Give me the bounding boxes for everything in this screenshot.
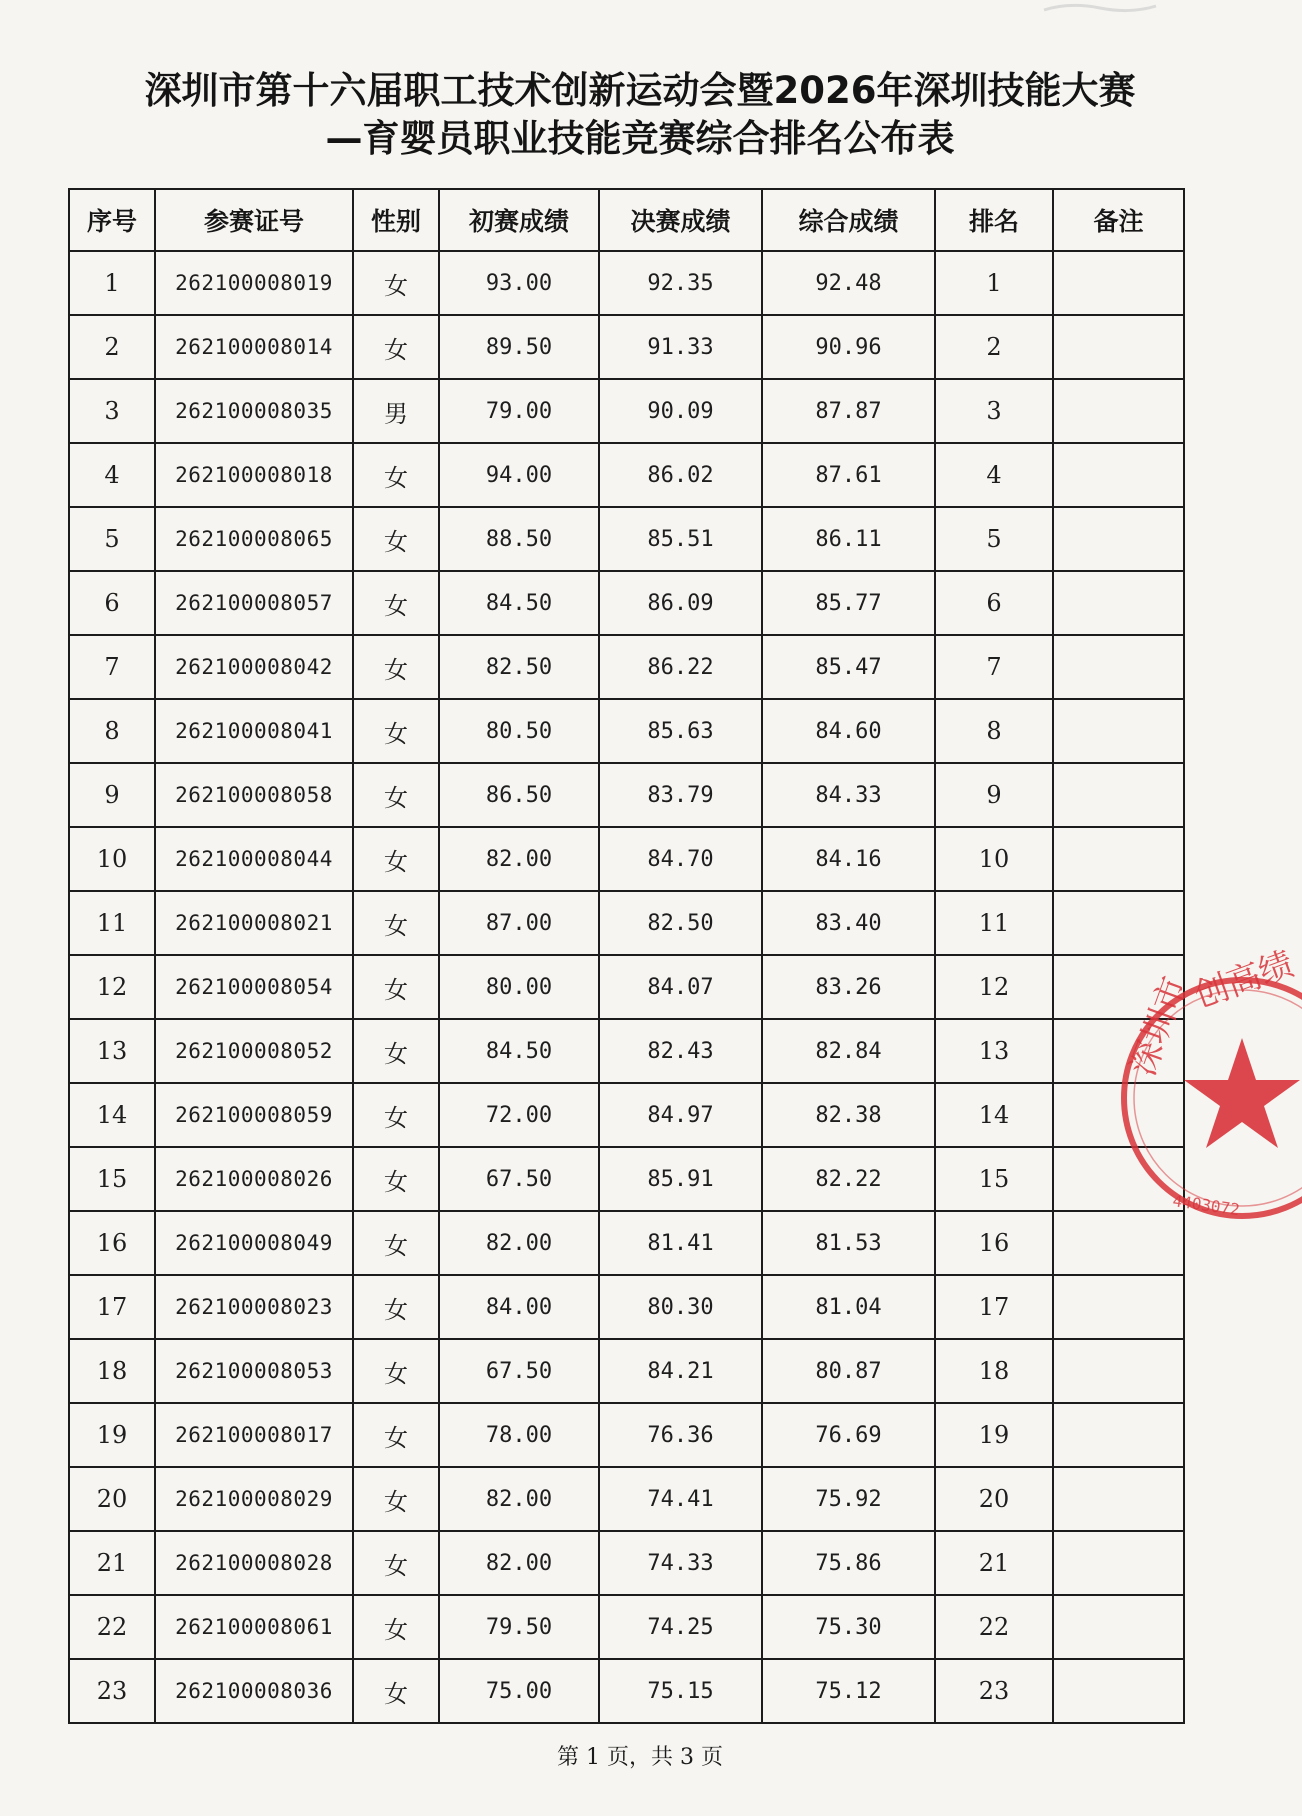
table-row bbox=[69, 315, 1184, 379]
cell-final: 85.63 bbox=[599, 699, 762, 763]
cell-note bbox=[1053, 1275, 1184, 1339]
page-footer: 第 1 页，共 3 页 bbox=[557, 1745, 723, 1770]
cell-final: 85.91 bbox=[599, 1147, 762, 1211]
cell-seq: 3 bbox=[69, 379, 155, 443]
cell-id: 262100008017 bbox=[155, 1403, 353, 1467]
star-icon bbox=[1184, 1038, 1300, 1148]
cell-seq: 2 bbox=[69, 315, 155, 379]
cell-id: 262100008057 bbox=[155, 571, 353, 635]
header-rank: 排名 bbox=[935, 189, 1053, 251]
cell-note bbox=[1053, 571, 1184, 635]
table-header-row bbox=[69, 189, 1184, 251]
cell-rank: 15 bbox=[935, 1147, 1053, 1211]
cell-total: 80.87 bbox=[762, 1339, 935, 1403]
cell-final: 75.15 bbox=[599, 1659, 762, 1723]
cell-prelim: 87.00 bbox=[439, 891, 599, 955]
cell-rank: 21 bbox=[935, 1531, 1053, 1595]
cell-seq: 5 bbox=[69, 507, 155, 571]
cell-total: 75.30 bbox=[762, 1595, 935, 1659]
table-row bbox=[69, 443, 1184, 507]
cell-prelim: 82.50 bbox=[439, 635, 599, 699]
cell-total: 82.38 bbox=[762, 1083, 935, 1147]
cell-gender: 女 bbox=[353, 315, 439, 379]
cell-seq: 6 bbox=[69, 571, 155, 635]
cell-id: 262100008042 bbox=[155, 635, 353, 699]
cell-note bbox=[1053, 379, 1184, 443]
cell-prelim: 80.50 bbox=[439, 699, 599, 763]
cell-prelim: 67.50 bbox=[439, 1147, 599, 1211]
cell-note bbox=[1053, 507, 1184, 571]
header-seq: 序号 bbox=[69, 189, 155, 251]
cell-seq: 22 bbox=[69, 1595, 155, 1659]
svg-text:创高绩: 创高绩 bbox=[1189, 943, 1299, 1017]
table-row bbox=[69, 1595, 1184, 1659]
cell-id: 262100008065 bbox=[155, 507, 353, 571]
cell-total: 81.53 bbox=[762, 1211, 935, 1275]
table-row bbox=[69, 699, 1184, 763]
cell-final: 74.41 bbox=[599, 1467, 762, 1531]
cell-final: 90.09 bbox=[599, 379, 762, 443]
cell-gender: 女 bbox=[353, 1595, 439, 1659]
cell-id: 262100008023 bbox=[155, 1275, 353, 1339]
table-row bbox=[69, 763, 1184, 827]
cell-final: 74.25 bbox=[599, 1595, 762, 1659]
cell-total: 84.60 bbox=[762, 699, 935, 763]
cell-id: 262100008035 bbox=[155, 379, 353, 443]
cell-id: 262100008041 bbox=[155, 699, 353, 763]
cell-total: 84.33 bbox=[762, 763, 935, 827]
cell-id: 262100008044 bbox=[155, 827, 353, 891]
cell-gender: 女 bbox=[353, 635, 439, 699]
cell-id: 262100008052 bbox=[155, 1019, 353, 1083]
cell-gender: 女 bbox=[353, 1147, 439, 1211]
cell-final: 85.51 bbox=[599, 507, 762, 571]
cell-id: 262100008021 bbox=[155, 891, 353, 955]
cell-rank: 10 bbox=[935, 827, 1053, 891]
cell-final: 84.70 bbox=[599, 827, 762, 891]
cell-total: 76.69 bbox=[762, 1403, 935, 1467]
cell-prelim: 89.50 bbox=[439, 315, 599, 379]
cell-prelim: 72.00 bbox=[439, 1083, 599, 1147]
cell-prelim: 93.00 bbox=[439, 251, 599, 315]
cell-prelim: 94.00 bbox=[439, 443, 599, 507]
cell-final: 83.79 bbox=[599, 763, 762, 827]
cell-gender: 女 bbox=[353, 1467, 439, 1531]
table-row bbox=[69, 1019, 1184, 1083]
cell-gender: 女 bbox=[353, 1083, 439, 1147]
cell-prelim: 82.00 bbox=[439, 827, 599, 891]
cell-note bbox=[1053, 1467, 1184, 1531]
cell-seq: 18 bbox=[69, 1339, 155, 1403]
cell-gender: 女 bbox=[353, 763, 439, 827]
official-seal bbox=[1112, 943, 1302, 1228]
cell-final: 84.07 bbox=[599, 955, 762, 1019]
cell-final: 86.02 bbox=[599, 443, 762, 507]
table-row bbox=[69, 379, 1184, 443]
cell-rank: 6 bbox=[935, 571, 1053, 635]
cell-seq: 20 bbox=[69, 1467, 155, 1531]
cell-note bbox=[1053, 827, 1184, 891]
cell-total: 83.40 bbox=[762, 891, 935, 955]
table-row bbox=[69, 1211, 1184, 1275]
cell-seq: 9 bbox=[69, 763, 155, 827]
table-row bbox=[69, 507, 1184, 571]
cell-gender: 男 bbox=[353, 379, 439, 443]
cell-gender: 女 bbox=[353, 1403, 439, 1467]
cell-total: 86.11 bbox=[762, 507, 935, 571]
cell-seq: 12 bbox=[69, 955, 155, 1019]
table-row bbox=[69, 955, 1184, 1019]
cell-seq: 23 bbox=[69, 1659, 155, 1723]
cell-seq: 21 bbox=[69, 1531, 155, 1595]
document-title-line2: —育婴员职业技能竞赛综合排名公布表 bbox=[325, 117, 955, 160]
header-id: 参赛证号 bbox=[155, 189, 353, 251]
cell-rank: 3 bbox=[935, 379, 1053, 443]
cell-final: 84.97 bbox=[599, 1083, 762, 1147]
cell-prelim: 82.00 bbox=[439, 1211, 599, 1275]
cell-final: 76.36 bbox=[599, 1403, 762, 1467]
cell-rank: 23 bbox=[935, 1659, 1053, 1723]
cell-id: 262100008036 bbox=[155, 1659, 353, 1723]
cell-rank: 7 bbox=[935, 635, 1053, 699]
cell-prelim: 75.00 bbox=[439, 1659, 599, 1723]
table-row bbox=[69, 891, 1184, 955]
header-final: 决赛成绩 bbox=[599, 189, 762, 251]
cell-rank: 8 bbox=[935, 699, 1053, 763]
cell-seq: 1 bbox=[69, 251, 155, 315]
cell-seq: 10 bbox=[69, 827, 155, 891]
cell-note bbox=[1053, 763, 1184, 827]
cell-seq: 19 bbox=[69, 1403, 155, 1467]
cell-prelim: 84.50 bbox=[439, 1019, 599, 1083]
cell-rank: 2 bbox=[935, 315, 1053, 379]
cell-total: 84.16 bbox=[762, 827, 935, 891]
cell-seq: 4 bbox=[69, 443, 155, 507]
cell-note bbox=[1053, 315, 1184, 379]
svg-text:4403072: 4403072 bbox=[1171, 1191, 1241, 1220]
cell-note bbox=[1053, 1339, 1184, 1403]
cell-prelim: 88.50 bbox=[439, 507, 599, 571]
cell-final: 84.21 bbox=[599, 1339, 762, 1403]
table-row bbox=[69, 1531, 1184, 1595]
cell-gender: 女 bbox=[353, 507, 439, 571]
cell-final: 82.50 bbox=[599, 891, 762, 955]
cell-rank: 5 bbox=[935, 507, 1053, 571]
cell-note bbox=[1053, 251, 1184, 315]
table-row bbox=[69, 1467, 1184, 1531]
cell-total: 82.84 bbox=[762, 1019, 935, 1083]
svg-text:深圳市: 深圳市 bbox=[1122, 971, 1196, 1082]
cell-gender: 女 bbox=[353, 1211, 439, 1275]
table-row bbox=[69, 827, 1184, 891]
cell-gender: 女 bbox=[353, 1531, 439, 1595]
cell-id: 262100008061 bbox=[155, 1595, 353, 1659]
cell-total: 83.26 bbox=[762, 955, 935, 1019]
cell-final: 80.30 bbox=[599, 1275, 762, 1339]
cell-final: 81.41 bbox=[599, 1211, 762, 1275]
cell-total: 82.22 bbox=[762, 1147, 935, 1211]
cell-seq: 17 bbox=[69, 1275, 155, 1339]
cell-seq: 16 bbox=[69, 1211, 155, 1275]
cell-id: 262100008058 bbox=[155, 763, 353, 827]
cell-final: 82.43 bbox=[599, 1019, 762, 1083]
cell-id: 262100008018 bbox=[155, 443, 353, 507]
table-row bbox=[69, 1403, 1184, 1467]
cell-rank: 22 bbox=[935, 1595, 1053, 1659]
cell-note bbox=[1053, 635, 1184, 699]
cell-gender: 女 bbox=[353, 1019, 439, 1083]
cell-total: 90.96 bbox=[762, 315, 935, 379]
ranking-table bbox=[68, 188, 1185, 1724]
cell-seq: 13 bbox=[69, 1019, 155, 1083]
cell-id: 262100008059 bbox=[155, 1083, 353, 1147]
table-row bbox=[69, 635, 1184, 699]
cell-rank: 20 bbox=[935, 1467, 1053, 1531]
cell-seq: 15 bbox=[69, 1147, 155, 1211]
cell-gender: 女 bbox=[353, 891, 439, 955]
cell-rank: 13 bbox=[935, 1019, 1053, 1083]
table-row bbox=[69, 1275, 1184, 1339]
cell-gender: 女 bbox=[353, 699, 439, 763]
cell-total: 92.48 bbox=[762, 251, 935, 315]
cell-prelim: 84.50 bbox=[439, 571, 599, 635]
cell-total: 75.86 bbox=[762, 1531, 935, 1595]
header-total: 综合成绩 bbox=[762, 189, 935, 251]
cell-final: 86.22 bbox=[599, 635, 762, 699]
cell-prelim: 79.00 bbox=[439, 379, 599, 443]
table-row bbox=[69, 1083, 1184, 1147]
cell-prelim: 82.00 bbox=[439, 1467, 599, 1531]
cell-id: 262100008026 bbox=[155, 1147, 353, 1211]
table-row bbox=[69, 1147, 1184, 1211]
cell-prelim: 86.50 bbox=[439, 763, 599, 827]
cell-rank: 11 bbox=[935, 891, 1053, 955]
cell-seq: 14 bbox=[69, 1083, 155, 1147]
cell-note bbox=[1053, 1659, 1184, 1723]
cell-total: 87.87 bbox=[762, 379, 935, 443]
cell-note bbox=[1053, 443, 1184, 507]
cell-gender: 女 bbox=[353, 251, 439, 315]
cell-note bbox=[1053, 1531, 1184, 1595]
cell-total: 75.12 bbox=[762, 1659, 935, 1723]
cell-gender: 女 bbox=[353, 443, 439, 507]
document-title-line1: 深圳市第十六届职工技术创新运动会暨2026年深圳技能大赛 bbox=[144, 69, 1136, 112]
cell-rank: 17 bbox=[935, 1275, 1053, 1339]
cell-prelim: 67.50 bbox=[439, 1339, 599, 1403]
cell-total: 81.04 bbox=[762, 1275, 935, 1339]
cell-id: 262100008029 bbox=[155, 1467, 353, 1531]
cell-rank: 4 bbox=[935, 443, 1053, 507]
cell-gender: 女 bbox=[353, 1659, 439, 1723]
cell-note bbox=[1053, 699, 1184, 763]
cell-final: 86.09 bbox=[599, 571, 762, 635]
cell-rank: 9 bbox=[935, 763, 1053, 827]
cell-rank: 14 bbox=[935, 1083, 1053, 1147]
cell-note bbox=[1053, 1595, 1184, 1659]
cell-id: 262100008053 bbox=[155, 1339, 353, 1403]
cell-rank: 12 bbox=[935, 955, 1053, 1019]
cell-seq: 8 bbox=[69, 699, 155, 763]
cell-gender: 女 bbox=[353, 955, 439, 1019]
cell-id: 262100008049 bbox=[155, 1211, 353, 1275]
table-row bbox=[69, 1659, 1184, 1723]
cell-total: 87.61 bbox=[762, 443, 935, 507]
cell-prelim: 84.00 bbox=[439, 1275, 599, 1339]
cell-rank: 16 bbox=[935, 1211, 1053, 1275]
cell-total: 75.92 bbox=[762, 1467, 935, 1531]
cell-note bbox=[1053, 891, 1184, 955]
header-gender: 性别 bbox=[353, 189, 439, 251]
cell-prelim: 80.00 bbox=[439, 955, 599, 1019]
cell-total: 85.47 bbox=[762, 635, 935, 699]
cell-seq: 7 bbox=[69, 635, 155, 699]
table-row bbox=[69, 1339, 1184, 1403]
table-row bbox=[69, 571, 1184, 635]
header-note: 备注 bbox=[1053, 189, 1184, 251]
cell-gender: 女 bbox=[353, 1339, 439, 1403]
cell-final: 74.33 bbox=[599, 1531, 762, 1595]
cell-rank: 19 bbox=[935, 1403, 1053, 1467]
cell-id: 262100008019 bbox=[155, 251, 353, 315]
cell-note bbox=[1053, 1403, 1184, 1467]
cell-gender: 女 bbox=[353, 571, 439, 635]
cell-prelim: 78.00 bbox=[439, 1403, 599, 1467]
cell-seq: 11 bbox=[69, 891, 155, 955]
cell-prelim: 82.00 bbox=[439, 1531, 599, 1595]
header-prelim: 初赛成绩 bbox=[439, 189, 599, 251]
cell-id: 262100008054 bbox=[155, 955, 353, 1019]
cell-rank: 1 bbox=[935, 251, 1053, 315]
cell-id: 262100008028 bbox=[155, 1531, 353, 1595]
table-row bbox=[69, 251, 1184, 315]
cell-gender: 女 bbox=[353, 827, 439, 891]
cell-rank: 18 bbox=[935, 1339, 1053, 1403]
cell-gender: 女 bbox=[353, 1275, 439, 1339]
cell-total: 85.77 bbox=[762, 571, 935, 635]
scan-artifact bbox=[1040, 0, 1160, 14]
cell-final: 92.35 bbox=[599, 251, 762, 315]
cell-id: 262100008014 bbox=[155, 315, 353, 379]
cell-prelim: 79.50 bbox=[439, 1595, 599, 1659]
cell-final: 91.33 bbox=[599, 315, 762, 379]
